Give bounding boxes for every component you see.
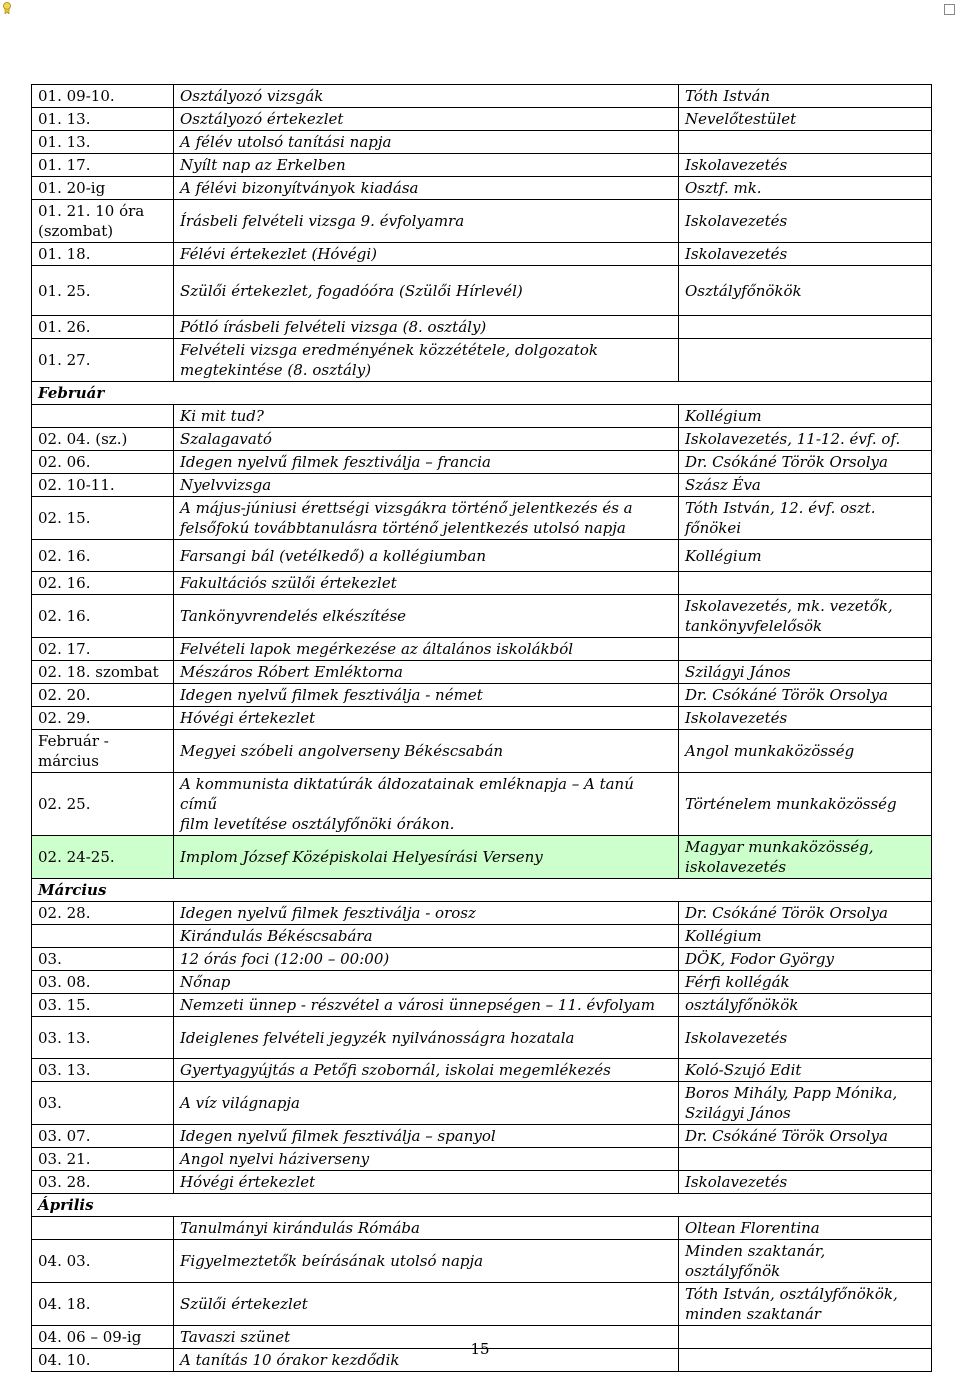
table-row [32,451,932,474]
responsible-cell: Szilágyi János [679,661,932,684]
responsible-cell: Dr. Csókáné Török Orsolya [679,684,932,707]
responsible-cell: Kollégium [679,540,932,572]
responsible-cell: Dr. Csókáné Török Orsolya [679,1125,932,1148]
table-row [32,339,932,382]
responsible-cell: Minden szaktanár, osztályfőnök [679,1240,932,1283]
event-cell: Írásbeli felvételi vizsga 9. évfolyamra [174,200,679,243]
table-row [32,730,932,773]
responsible-cell: Iskolavezetés [679,243,932,266]
responsible-cell: Tóth István, osztályfőnökök, minden szaktanár [679,1283,932,1326]
event-cell: A félév utolsó tanítási napja [174,131,679,154]
table-row [32,1217,932,1240]
table-row [32,572,932,595]
table-row [32,154,932,177]
event-cell: Nőnap [174,971,679,994]
date-cell: 01. 13. [32,131,174,154]
responsible-cell: Iskolavezetés [679,1017,932,1059]
table-row [32,200,932,243]
responsible-cell [679,316,932,339]
responsible-cell: Iskolavezetés [679,154,932,177]
event-cell: 12 órás foci (12:00 – 00:00) [174,948,679,971]
table-row [32,1125,932,1148]
date-cell: 01. 18. [32,243,174,266]
responsible-cell: Iskolavezetés [679,1171,932,1194]
table-row [32,1283,932,1326]
date-cell: 04. 10. [32,1349,174,1372]
date-cell: 04. 18. [32,1283,174,1326]
date-cell: 02. 20. [32,684,174,707]
table-row [32,405,932,428]
responsible-cell: Kollégium [679,405,932,428]
date-cell: 02. 15. [32,497,174,540]
date-cell: 03. [32,948,174,971]
responsible-cell: Boros Mihály, Papp Mónika, Szilágyi János [679,1082,932,1125]
event-cell: Osztályozó értekezlet [174,108,679,131]
table-row [32,428,932,451]
responsible-cell: Dr. Csókáné Török Orsolya [679,902,932,925]
table-row [32,1171,932,1194]
date-cell: 03. 13. [32,1059,174,1082]
event-cell: Pótló írásbeli felvételi vizsga (8. osztály) [174,316,679,339]
responsible-cell: Tóth István [679,85,932,108]
date-cell: 01. 27. [32,339,174,382]
table-row [32,684,932,707]
table-row [32,1082,932,1125]
responsible-cell: Dr. Csókáné Török Orsolya [679,451,932,474]
event-cell: Farsangi bál (vetélkedő) a kollégiumban [174,540,679,572]
table-row [32,836,932,879]
month-header: Február [32,382,932,405]
date-cell: 04. 06 – 09-ig [32,1326,174,1349]
event-cell: Fakultációs szülői értekezlet [174,572,679,595]
date-cell: 03. 28. [32,1171,174,1194]
event-cell: A tanítás 10 órakor kezdődik [174,1349,679,1372]
responsible-cell: Nevelőtestület [679,108,932,131]
responsible-cell: Iskolavezetés [679,200,932,243]
date-cell: 02. 16. [32,540,174,572]
date-cell: 01. 13. [32,108,174,131]
date-cell: 02. 29. [32,707,174,730]
table-row [32,85,932,108]
event-cell: Félévi értekezlet (Hóvégi) [174,243,679,266]
event-cell: Szülői értekezlet [174,1283,679,1326]
event-cell: Nyílt nap az Erkelben [174,154,679,177]
responsible-cell: Angol munkaközösség [679,730,932,773]
event-cell: Felvételi lapok megérkezése az általános iskolákból [174,638,679,661]
responsible-cell: Magyar munkaközösség, iskolavezetés [679,836,932,879]
responsible-cell: Férfi kollégák [679,971,932,994]
table-row [32,497,932,540]
responsible-cell: Osztályfőnökök [679,266,932,316]
date-cell [32,1217,174,1240]
event-cell: A kommunista diktatúrák áldozatainak emléknapja – A tanú című film levetítése osztályfőnöki órákon. [174,773,679,836]
date-cell: 01. 26. [32,316,174,339]
table-row [32,948,932,971]
responsible-cell: Kollégium [679,925,932,948]
event-cell: Idegen nyelvű filmek fesztiválja - német [174,684,679,707]
table-row [32,1148,932,1171]
event-cell: Felvételi vizsga eredményének közzététele, dolgozatok megtekintése (8. osztály) [174,339,679,382]
table-row [32,707,932,730]
date-cell: 02. 04. (sz.) [32,428,174,451]
responsible-cell: Szász Éva [679,474,932,497]
responsible-cell: Tóth István, 12. évf. oszt. főnökei [679,497,932,540]
responsible-cell [679,131,932,154]
month-header: Március [32,879,932,902]
table-row [32,971,932,994]
date-cell [32,925,174,948]
bookmark-icon [2,2,12,14]
table-row [32,902,932,925]
event-cell: Gyertyagyújtás a Petőfi szobornál, iskolai megemlékezés [174,1059,679,1082]
event-cell: Ki mit tud? [174,405,679,428]
table-row [32,243,932,266]
date-cell: 03. 15. [32,994,174,1017]
date-cell: 02. 17. [32,638,174,661]
month-header-row [32,382,932,405]
table-row [32,994,932,1017]
month-header-row [32,879,932,902]
table-row [32,661,932,684]
event-cell: Ideiglenes felvételi jegyzék nyilvánosságra hozatala [174,1017,679,1059]
month-header-row [32,1194,932,1217]
responsible-cell: osztályfőnökök [679,994,932,1017]
event-cell: Szalagavató [174,428,679,451]
table-row [32,266,932,316]
event-cell: Tanulmányi kirándulás Rómába [174,1217,679,1240]
responsible-cell [679,339,932,382]
event-cell: Megyei szóbeli angolverseny Békéscsabán [174,730,679,773]
event-cell: Idegen nyelvű filmek fesztiválja – spanyol [174,1125,679,1148]
responsible-cell: Történelem munkaközösség [679,773,932,836]
date-cell: 01. 20-ig [32,177,174,200]
event-cell: Nyelvvizsga [174,474,679,497]
table-row [32,638,932,661]
date-cell: 01. 25. [32,266,174,316]
table-row [32,925,932,948]
date-cell: 02. 10-11. [32,474,174,497]
date-cell: 02. 24-25. [32,836,174,879]
date-cell: 01. 09-10. [32,85,174,108]
month-header: Április [32,1194,932,1217]
date-cell: 03. 08. [32,971,174,994]
checkbox-icon [944,4,955,15]
responsible-cell: Koló-Szujó Edit [679,1059,932,1082]
event-cell: Mészáros Róbert Emléktorna [174,661,679,684]
event-cell: A víz világnapja [174,1082,679,1125]
date-cell: 02. 18. szombat [32,661,174,684]
table-row [32,474,932,497]
event-cell: Hóvégi értekezlet [174,1171,679,1194]
event-cell: Kirándulás Békéscsabára [174,925,679,948]
table-row [32,540,932,572]
event-cell: Tavaszi szünet [174,1326,679,1349]
table-row [32,131,932,154]
responsible-cell: Osztf. mk. [679,177,932,200]
event-cell: A május-júniusi érettségi vizsgákra történő jelentkezés és a felsőfokú továbbtanulásra történő jelentkezés utolsó napja [174,497,679,540]
page-number: 15 [470,1340,490,1358]
event-cell: Idegen nyelvű filmek fesztiválja – francia [174,451,679,474]
responsible-cell [679,638,932,661]
date-cell: 03. 21. [32,1148,174,1171]
event-cell: Hóvégi értekezlet [174,707,679,730]
date-cell: 04. 03. [32,1240,174,1283]
schedule-table [31,84,932,1372]
responsible-cell [679,1148,932,1171]
event-cell: Osztályozó vizsgák [174,85,679,108]
date-cell: 02. 28. [32,902,174,925]
responsible-cell: Oltean Florentina [679,1217,932,1240]
event-cell: Nemzeti ünnep - részvétel a városi ünnepségen – 11. évfolyam [174,994,679,1017]
date-cell: 03. 13. [32,1017,174,1059]
date-cell: 03. 07. [32,1125,174,1148]
responsible-cell [679,572,932,595]
table-row [32,1059,932,1082]
event-cell: Tankönyvrendelés elkészítése [174,595,679,638]
table-row [32,108,932,131]
table-row [32,316,932,339]
responsible-cell: Iskolavezetés, mk. vezetők, tankönyvfelelősök [679,595,932,638]
table-row [32,595,932,638]
date-cell: 01. 17. [32,154,174,177]
responsible-cell: Iskolavezetés [679,707,932,730]
event-cell: Figyelmeztetők beírásának utolsó napja [174,1240,679,1283]
date-cell: 02. 16. [32,595,174,638]
event-cell: A félévi bizonyítványok kiadása [174,177,679,200]
date-cell: 03. [32,1082,174,1125]
date-cell: 02. 06. [32,451,174,474]
table-row [32,177,932,200]
table-row [32,1240,932,1283]
date-cell: 02. 16. [32,572,174,595]
responsible-cell: DÖK, Fodor György [679,948,932,971]
responsible-cell: Iskolavezetés, 11-12. évf. of. [679,428,932,451]
event-cell: Idegen nyelvű filmek fesztiválja - orosz [174,902,679,925]
event-cell: Implom József Középiskolai Helyesírási Verseny [174,836,679,879]
event-cell: Szülői értekezlet, fogadóóra (Szülői Hírlevél) [174,266,679,316]
event-cell: Angol nyelvi háziverseny [174,1148,679,1171]
table-row [32,1017,932,1059]
date-cell [32,405,174,428]
date-cell: 01. 21. 10 óra (szombat) [32,200,174,243]
date-cell: Február - március [32,730,174,773]
table-row [32,773,932,836]
date-cell: 02. 25. [32,773,174,836]
schedule-body [32,85,932,1372]
